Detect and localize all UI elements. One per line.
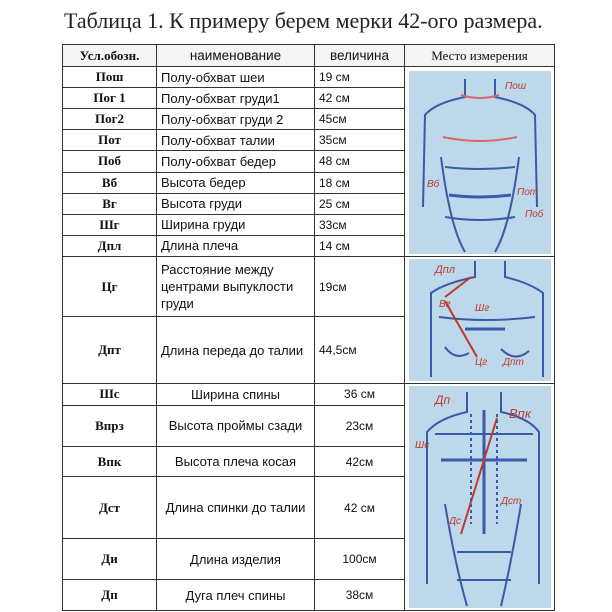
row-code: Ди <box>63 539 157 580</box>
row-name: Высота проймы сзади <box>157 405 315 446</box>
row-value: 36 см <box>315 384 405 406</box>
table-row <box>63 67 555 88</box>
row-code: Впк <box>63 446 157 477</box>
row-code: Дст <box>63 477 157 539</box>
row-code: Поб <box>63 151 157 172</box>
row-value: 42 см <box>315 477 405 539</box>
figure-front-chest <box>405 257 555 384</box>
label-dpt: Дпт <box>503 357 524 368</box>
row-value: 38см <box>315 580 405 611</box>
row-code: Пог2 <box>63 109 157 130</box>
table-title: Таблица 1. К примеру берем мерки 42-ого размера. <box>64 8 543 33</box>
row-name: Полу-обхват бедер <box>157 151 315 172</box>
row-value: 45см <box>315 109 405 130</box>
label-pot: Пот <box>517 187 539 198</box>
row-name: Расстояние между центрами выпуклости груди <box>157 257 315 317</box>
row-value: 35см <box>315 130 405 151</box>
figure-back-body <box>405 384 555 611</box>
row-value: 42см <box>315 446 405 477</box>
row-code: Цг <box>63 257 157 317</box>
row-code: Вб <box>63 172 157 193</box>
row-name: Высота бедер <box>157 172 315 193</box>
row-value: 19см <box>315 257 405 317</box>
row-value: 18 см <box>315 172 405 193</box>
label-dst: Дст <box>501 496 522 507</box>
row-name: Полу-обхват талии <box>157 130 315 151</box>
measurements-table <box>62 44 555 611</box>
label-dpl: Дпл <box>435 264 456 276</box>
header-name: наименование <box>157 45 315 67</box>
front-body-illustration <box>405 67 555 256</box>
row-code: Вг <box>63 193 157 214</box>
table-row <box>63 384 555 406</box>
row-value: 25 см <box>315 193 405 214</box>
label-shs: Шс <box>415 440 430 451</box>
row-name: Полу-обхват шеи <box>157 67 315 88</box>
table-row <box>63 257 555 317</box>
row-code: Пот <box>63 130 157 151</box>
row-name: Длина переда до талии <box>157 317 315 384</box>
row-name: Высота груди <box>157 193 315 214</box>
label-vb: Вб <box>427 179 440 190</box>
front-chest-illustration <box>405 257 555 383</box>
row-name: Длина спинки до талии <box>157 477 315 539</box>
row-value: 14 см <box>315 235 405 256</box>
row-code: Дпт <box>63 317 157 384</box>
row-value: 48 см <box>315 151 405 172</box>
row-code: Дпл <box>63 235 157 256</box>
row-value: 23см <box>315 405 405 446</box>
header-place: Место измерения <box>405 45 555 67</box>
row-code: Впрз <box>63 405 157 446</box>
label-tsg: Цг <box>475 357 488 368</box>
label-dp: Дп <box>435 393 451 407</box>
row-value: 33см <box>315 214 405 235</box>
label-pob: Поб <box>525 209 544 220</box>
row-name: Дуга плеч спины <box>157 580 315 611</box>
row-name: Высота плеча косая <box>157 446 315 477</box>
row-code: Шг <box>63 214 157 235</box>
header-code: Усл.обозн. <box>63 45 157 67</box>
row-name: Полу-обхват груди 2 <box>157 109 315 130</box>
label-vg: Вг <box>439 299 451 310</box>
label-shg: Шг <box>475 303 490 314</box>
row-code: Шс <box>63 384 157 406</box>
header-value: величина <box>315 45 405 67</box>
row-value: 44,5см <box>315 317 405 384</box>
figure-front-body <box>405 67 555 257</box>
row-value: 42 см <box>315 88 405 109</box>
row-code: Дп <box>63 580 157 611</box>
label-vpk: Впк <box>509 406 531 421</box>
row-name: Полу-обхват груди1 <box>157 88 315 109</box>
row-value: 100см <box>315 539 405 580</box>
row-name: Ширина груди <box>157 214 315 235</box>
back-body-illustration <box>405 384 555 610</box>
row-name: Длина плеча <box>157 235 315 256</box>
row-code: Пог 1 <box>63 88 157 109</box>
row-value: 19 см <box>315 67 405 88</box>
label-posh: Пош <box>505 81 527 92</box>
row-name: Ширина спины <box>157 384 315 406</box>
label-ds: Дс <box>449 516 462 527</box>
row-code: Пош <box>63 67 157 88</box>
row-name: Длина изделия <box>157 539 315 580</box>
